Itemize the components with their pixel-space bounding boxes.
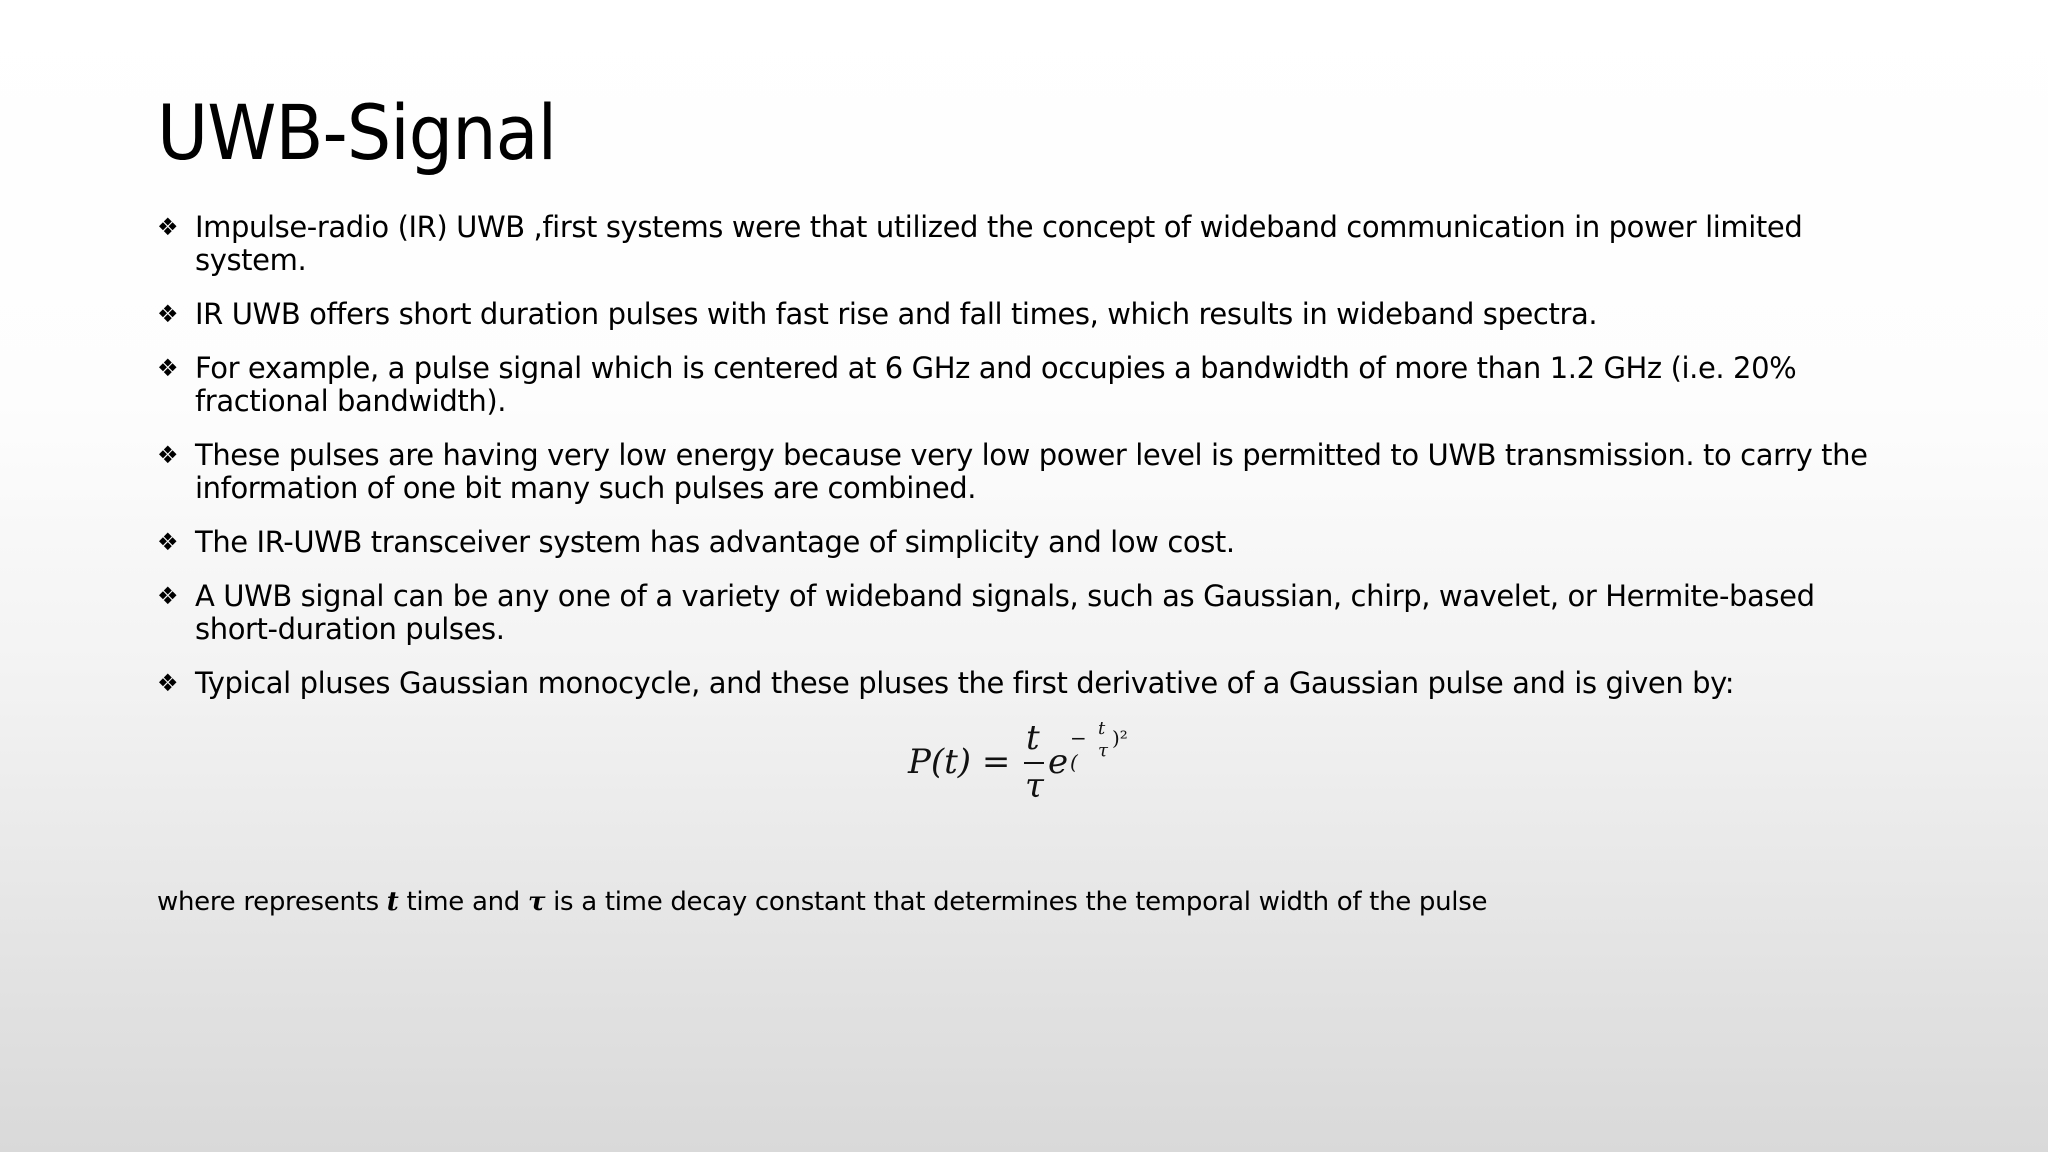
bullet-item	[157, 298, 1897, 331]
bullet-item	[157, 580, 1897, 646]
formula-numerator: t	[1026, 718, 1040, 758]
bullet-text: These pulses are having very low energy because very low power level is permitted to UWB transmission. to carry the information of one bit many such pulses are combined.	[195, 438, 1868, 505]
note-var-tau: τ	[527, 887, 546, 917]
bullet-text: IR UWB offers short duration pulses with fast rise and fall times, which results in wideband spectra.	[195, 297, 1598, 331]
bullet-item	[157, 352, 1897, 418]
bullet-list	[157, 211, 1897, 721]
diamond-bullet-icon: ❖	[157, 669, 179, 697]
diamond-bullet-icon: ❖	[157, 441, 179, 469]
formula-note	[157, 885, 1487, 919]
note-text-1: where represents	[157, 887, 387, 917]
diamond-bullet-icon: ❖	[157, 528, 179, 556]
formula-lhs: P(t) =	[908, 742, 1011, 782]
bullet-item	[157, 439, 1897, 505]
bullet-item	[157, 667, 1897, 700]
formula-exponent-prefix: −(	[1070, 726, 1087, 774]
bullet-item	[157, 211, 1897, 277]
formula-exponent-suffix: )²	[1112, 726, 1128, 750]
fraction-bar	[1024, 762, 1044, 764]
formula-exponent-denominator: τ	[1098, 740, 1108, 761]
diamond-bullet-icon: ❖	[157, 354, 179, 382]
note-text-2: time and	[398, 887, 528, 917]
note-var-t: t	[386, 887, 399, 917]
slide-title: UWB-Signal	[157, 88, 557, 177]
bullet-text: Impulse-radio (IR) UWB ,first systems were that utilized the concept of wideband communication in power limited system.	[195, 210, 1803, 277]
formula-exponent-numerator: t	[1098, 718, 1106, 739]
bullet-text: For example, a pulse signal which is centered at 6 GHz and occupies a bandwidth of more than 1.2 GHz (i.e. 20% fractional bandwidth).	[195, 351, 1797, 418]
note-text-3: is a time decay constant that determines the temporal width of the pulse	[545, 887, 1488, 917]
diamond-bullet-icon: ❖	[157, 213, 179, 241]
bullet-text: A UWB signal can be any one of a variety of wideband signals, such as Gaussian, chirp, wavelet, or Hermite-based short-duration pulses.	[195, 579, 1815, 646]
diamond-bullet-icon: ❖	[157, 582, 179, 610]
bullet-text: Typical pluses Gaussian monocycle, and these pluses the first derivative of a Gaussian pulse and is given by:	[195, 666, 1735, 700]
bullet-item	[157, 526, 1897, 559]
diamond-bullet-icon: ❖	[157, 300, 179, 328]
formula-exp-base: e	[1048, 742, 1069, 782]
bullet-text: The IR-UWB transceiver system has advantage of simplicity and low cost.	[195, 525, 1235, 559]
formula-denominator: τ	[1025, 766, 1044, 806]
